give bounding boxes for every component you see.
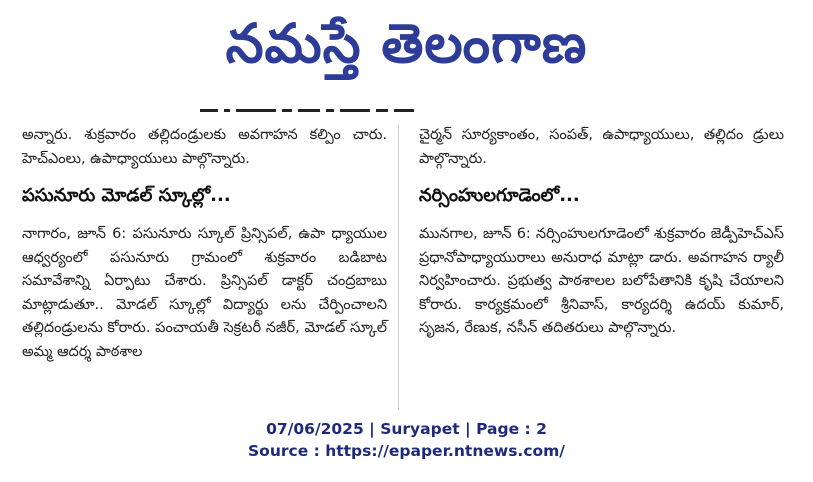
article-column-right xyxy=(419,124,784,341)
right-body-text: మునగాల, జూన్ 6: నర్సింహులగూడెంలో శుక్రవారం జెడ్పీహెచ్ఎస్ ప్రధానోపాధ్యాయురాలు అనురాధ మాట్లా డారు. అవగాహన ర్యాలీ నిర్వహించారు. ప్రభుత్వ పాఠశాలల బలోపేతానికి కృషి చేయాలని కోరారు. కార్యక్రమంలో శ్రీనివాస్, కార్యదర్శి ఉదయ్ కుమార్, సృజన, రేణుక, నసీన్ తదితరులు పాల్గొన్నారు. xyxy=(419,226,784,336)
left-body-text: నాగారం, జూన్ 6: పసునూరు స్కూల్ ప్రిన్సిపల్, ఉపా ధ్యాయుల ఆధ్వర్యంలో పసునూరు గ్రామంలో శుక్రవారం బడిబాట సమావేశాన్ని ఏర్పాటు చేశారు. ప్రిన్సిపల్ డాక్టర్ చంద్రబాబు మాట్లాడుతూ.. మోడల్ స్కూల్లో విద్యార్థు లను చేర్పించాలని తల్లిదండ్రులను కోరారు. పంచాయతీ సెక్రటరీ నజీర్, మోడల్ స్కూల్ అమ్మ ఆదర్శ పాఠశాల xyxy=(22,226,387,360)
footer xyxy=(0,418,813,462)
right-intro-text: చైర్మన్ సూర్యకాంతం, సంపత్, ఉపాధ్యాయులు, తల్లిదం డ్రులు పాల్గొన్నారు. xyxy=(419,127,784,167)
edition-info: 07/06/2025 | Suryapet | Page : 2 xyxy=(266,420,547,438)
dateline-strip xyxy=(200,100,570,106)
left-intro-text: అన్నారు. శుక్రవారం తల్లిదండ్రులకు అవగాహన కల్పిం చారు. హెచ్ఎంలు, ఉపాధ్యాయులు పాల్గొన్నారు. xyxy=(22,127,387,167)
source-url: Source : https://epaper.ntnews.com/ xyxy=(248,442,565,460)
article-column-left xyxy=(22,124,387,364)
left-section-heading: పసునూరు మోడల్ స్కూల్లో... xyxy=(22,185,231,206)
masthead xyxy=(0,0,813,95)
newspaper-logo: నమస్తే తెలంగాణ xyxy=(225,12,588,75)
column-divider xyxy=(398,125,399,410)
right-section-heading: నర్సింహులగూడెంలో... xyxy=(419,185,580,206)
